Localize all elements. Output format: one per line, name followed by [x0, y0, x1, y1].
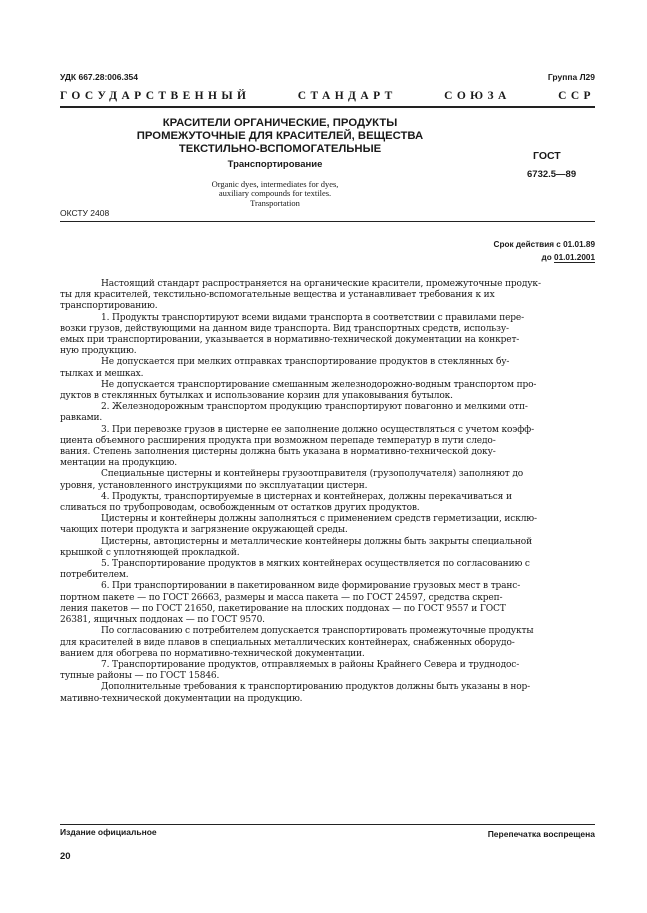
body-line: 2. Железнодорожным транспортом продукцию транспортируют повагонно и мелкими отп-: [101, 402, 528, 413]
banner-rule: [60, 106, 595, 108]
title-line: КРАСИТЕЛИ ОРГАНИЧЕСКИЕ, ПРОДУКТЫ: [162, 117, 398, 129]
body-line: ментации на продукцию.: [60, 458, 177, 469]
body-line: Специальные цистерны и контейнеры грузоотправителя (грузополучателя) заполняют до: [101, 469, 524, 480]
body-line: ления пакетов — по ГОСТ 21650, пакетирование на плоских поддонах — по ГОСТ 9557 и ГОСТ: [60, 603, 506, 614]
group-code: Группа Л29: [547, 72, 595, 82]
body-line: ную продукцию.: [60, 346, 137, 357]
body-line: Дополнительные требования к транспортированию продуктов должны быть указаны в нор-: [101, 682, 531, 693]
english-title-line: Organic dyes, intermediates for dyes,: [211, 179, 339, 189]
document-subtitle: Транспортирование: [227, 159, 323, 170]
body-line: транспортированию.: [60, 301, 158, 312]
validity-end-prefix: до: [541, 253, 555, 262]
body-line: вания. Степень заполнения цистерны должна быть указана в нормативно-технической доку-: [60, 447, 496, 458]
body-line: потребителем.: [60, 570, 129, 581]
body-line: для красителей в виде плавов в специальных металлических контейнерах, снабженных оборудо-: [60, 637, 515, 648]
banner-word: СОЮЗА: [444, 90, 511, 102]
banner-word: СТАНДАРТ: [297, 90, 397, 102]
body-line: Не допускается при мелких отправках транспортирование продуктов в стеклянных бу-: [101, 357, 510, 368]
body-line: ты для красителей, текстильно-вспомогательные вещества и устанавливает требования к их: [60, 290, 495, 301]
body-line: равками.: [60, 413, 103, 424]
body-line: циента объемного расширения продукта при возможном перепаде температур в пути следо-: [60, 435, 496, 446]
body-line: сливаться по трубопроводам, освобожденным от остатков других продуктов.: [60, 503, 420, 514]
page-number: 20: [60, 851, 71, 862]
body-line: 5. Транспортирование продуктов в мягких контейнерах осуществляется по согласованию с: [101, 559, 530, 570]
body-line: Настоящий стандарт распространяется на органические красители, промежуточные продук-: [101, 279, 541, 289]
validity-period: [494, 238, 595, 264]
udk-code: УДК 667.28:006.354: [60, 72, 139, 82]
footer-official-edition: Издание официальное: [60, 827, 157, 837]
body-line: мативно-технической документации на продукцию.: [60, 693, 303, 704]
gost-label: ГОСТ: [533, 150, 561, 162]
body-text: [60, 279, 597, 705]
body-line: По согласованию с потребителем допускается транспортировать промежуточные продукты: [101, 626, 534, 637]
title-line: ПРОМЕЖУТОЧНЫЕ ДЛЯ КРАСИТЕЛЕЙ, ВЕЩЕСТВА: [136, 130, 424, 142]
banner-word: ГОСУДАРСТВЕННЫЙ: [60, 90, 251, 102]
validity-start: Срок действия с 01.01.89: [493, 240, 595, 249]
body-line: Не допускается транспортирование смешанным железнодорожно-водным транспортом про-: [101, 379, 537, 390]
banner-word: ССР: [558, 90, 595, 102]
body-line: портном пакете — по ГОСТ 26663, размеры и масса пакета — по ГОСТ 24597, средства скреп-: [60, 592, 503, 603]
body-line: 7. Транспортирование продуктов, отправляемых в районы Крайнего Севера и труднодос-: [101, 659, 520, 670]
body-line: дуктов в стеклянных бутылках и использование корзин для упаковывания бутылок.: [60, 391, 453, 402]
title-line: ТЕКСТИЛЬНО-ВСПОМОГАТЕЛЬНЫЕ: [178, 143, 382, 155]
english-title-line: Transportation: [250, 197, 300, 208]
body-line: тупные районы — по ГОСТ 15846.: [60, 671, 220, 682]
body-line: Цистерны и контейнеры должны заполняться с применением средств герметизации, исклю-: [101, 514, 537, 525]
body-line: 3. При перевозке грузов в цистерне ее заполнение должно осуществляться с учетом коэфф-: [101, 424, 534, 435]
footer-reprint-prohibited: Перепечатка воспрещена: [487, 829, 595, 839]
body-line: возки грузов, действующими на данном виде транспорта. Вид транспортных средств, использу-: [60, 323, 509, 334]
body-line: 4. Продукты, транспортируемые в цистернах и контейнерах, должны перекачиваться и: [101, 491, 512, 502]
body-line: 26381, ящичных поддонах — по ГОСТ 9570.: [60, 615, 265, 626]
body-line: емых при транспортировании, указывается в нормативно-технической документации на конкрет-: [60, 335, 520, 346]
validity-end-date: 01.01.2001: [554, 253, 595, 262]
english-title-line: auxiliary compounds for textiles.: [218, 188, 332, 199]
document-title: [100, 117, 460, 156]
body-line: тылках и мешках.: [60, 368, 144, 379]
okstu-rule: [60, 221, 595, 222]
body-line: 6. При транспортировании в пакетированном виде формирование грузовых мест в транс-: [101, 581, 521, 592]
footer-rule: [60, 824, 595, 825]
gost-number: 6732.5—89: [527, 169, 577, 180]
body-line: Цистерны, автоцистерны и металлические контейнеры должны быть закрыты специальной: [101, 536, 532, 547]
body-line: ванием для обогрева по нормативно-технической документации.: [60, 648, 365, 659]
validity-end: [494, 251, 595, 264]
body-line: чающих потери продукта и загрязнение окружающей среды.: [60, 525, 348, 536]
okstu-code: ОКСТУ 2408: [60, 208, 110, 218]
body-line: крышкой с уплотняющей прокладкой.: [60, 547, 240, 558]
body-line: 1. Продукты транспортируют всеми видами транспорта в соответствии с правилами пере-: [101, 312, 525, 323]
body-line: уровня, установленного инструкциями по эксплуатации цистерн.: [60, 480, 368, 491]
english-title: [160, 180, 390, 208]
standard-banner: [60, 90, 595, 102]
